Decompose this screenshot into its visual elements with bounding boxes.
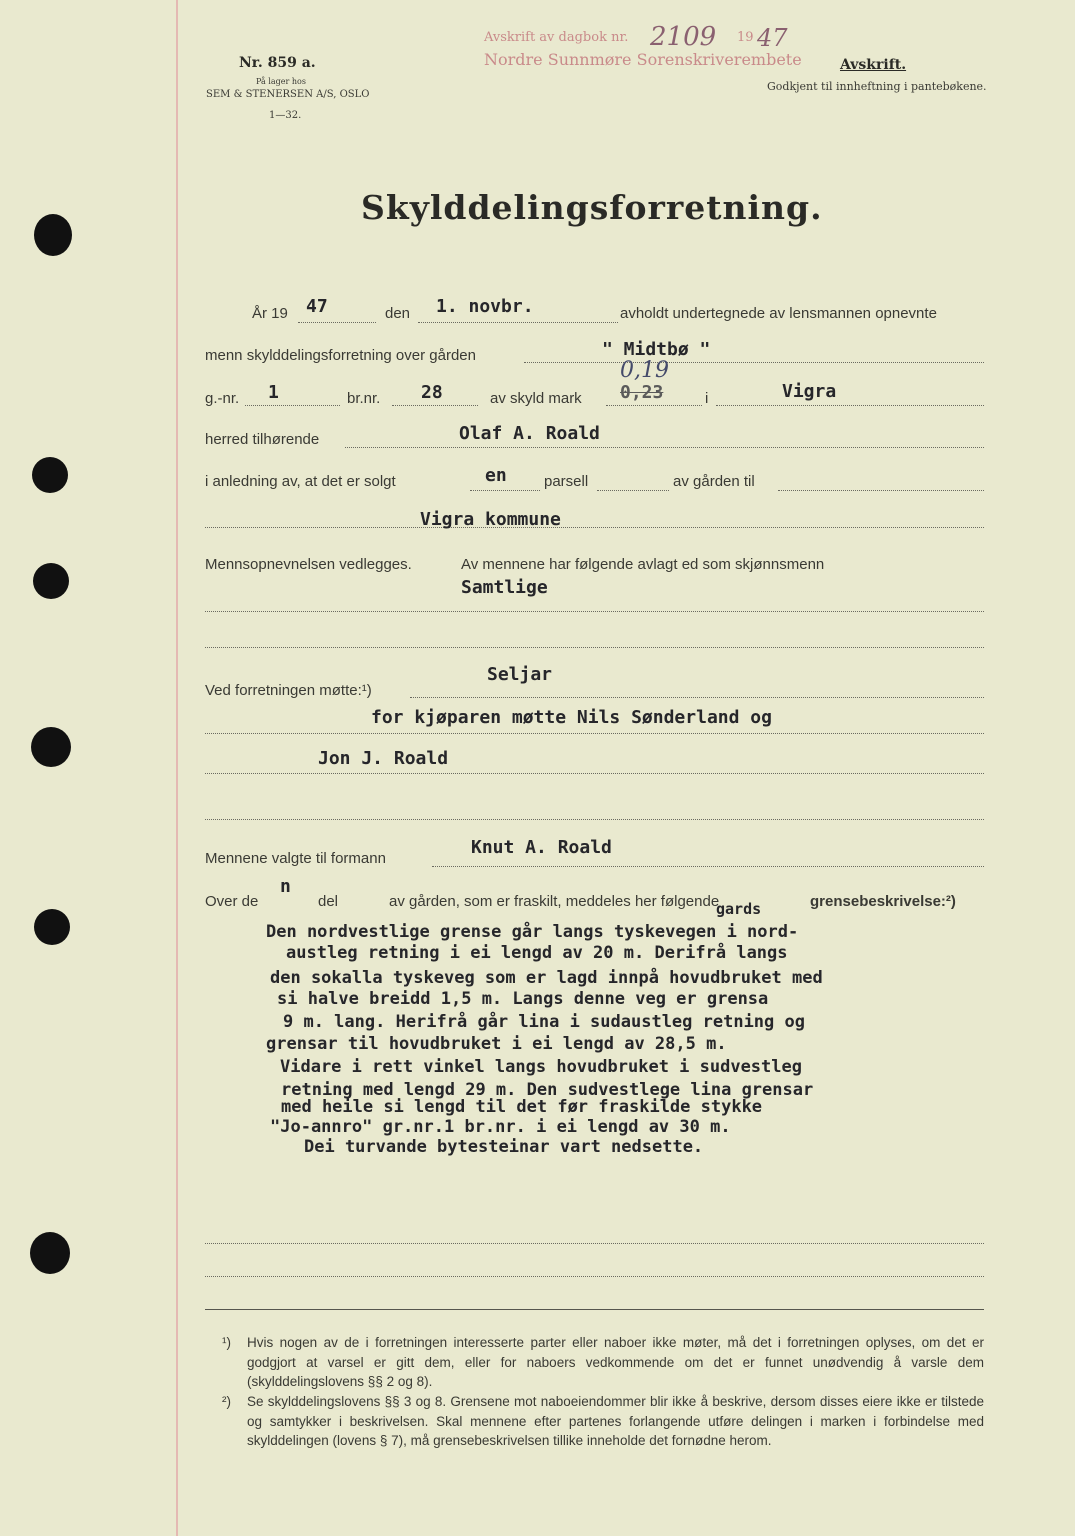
approval-text: Godkjent til innheftning i pantebøkene.	[767, 80, 987, 93]
page-title: Skylddelingsforretning.	[361, 188, 823, 227]
mennsop-label: Mennsopnevnelsen vedlegges.	[205, 556, 412, 573]
date-underline	[418, 322, 618, 323]
description-line: med heile si lengd til det før fraskilde stykke	[281, 1097, 763, 1117]
stamp-year: 47	[757, 24, 788, 52]
footnote-2-text: Se skylddelingslovens §§ 3 og 8. Grensene mot naboeiendommer blir ikke å beskrive, dersom disses eiere ikke er tilstede og samtykker i beskrivelsen. Skal mennene efter partenes forlangende utføre delingen i marken i forbindelse med skylddelingen (lovens § 7), må grensebeskrivelsen tillike inneholde det fornødne herom.	[247, 1394, 984, 1448]
gnr-value: 1	[268, 382, 279, 403]
punch-hole	[33, 563, 69, 599]
skjonnsmenn-underline-2	[205, 647, 984, 648]
bnr-label: br.nr.	[347, 390, 381, 407]
punch-hole	[34, 214, 72, 256]
publisher-line-1: På lager hos	[256, 77, 306, 86]
mote-underline-4	[205, 819, 984, 820]
stamp-line-1: Avskrift av dagbok nr.	[484, 30, 629, 45]
parsell-underline	[597, 490, 669, 491]
publisher-line-2: SEM & STENERSEN A/S, OSLO	[206, 89, 370, 100]
dagbok-number: 2109	[650, 22, 717, 52]
seller-value: Seljar	[487, 664, 553, 685]
herred-label: herred tilhørende	[205, 431, 320, 448]
footnote-2-mark: ²)	[222, 1394, 231, 1409]
municipality-value: Vigra	[782, 381, 837, 402]
avskrift-label: Avskrift.	[840, 57, 907, 73]
description-line: Den nordvestlige grense går langs tyskevegen i nord-	[266, 922, 799, 942]
i-label: i	[705, 390, 709, 407]
skyld-underline	[606, 405, 702, 406]
bnr-value: 28	[421, 382, 443, 403]
mote-underline-1	[410, 697, 984, 698]
over-de-suffix: n	[280, 876, 291, 897]
description-line: "Jo-annro" gr.nr.1 br.nr. i ei lengd av 30 m.	[270, 1117, 731, 1137]
footnote-1-text: Hvis nogen av de i forretningen interesserte parter eller naboer ikke møter, må det i forretningen oplyses, om det er godgjort at varsel er gitt dem, eller for naboers vedkommende om det er funnet unødvendig å varsle dem (skylddelingslovens §§ 2 og 8).	[247, 1335, 984, 1389]
formann-underline	[432, 866, 984, 867]
date-value: 1. novbr.	[436, 296, 534, 317]
owner-underline	[345, 447, 984, 448]
footnote-separator	[205, 1309, 984, 1310]
description-line: retning med lengd 29 m. Den sudvestlege lina grensar	[281, 1080, 814, 1100]
description-line: Dei turvande bytesteinar vart nedsette.	[304, 1137, 704, 1157]
year-value: 47	[306, 296, 328, 317]
skyld-new-value: 0,19	[620, 358, 669, 383]
formann-label: Mennene valgte til formann	[205, 850, 386, 867]
bnr-underline	[392, 405, 478, 406]
punch-hole	[31, 727, 71, 767]
av-garden-label: av gården til	[673, 473, 755, 490]
description-line: den sokalla tyskeveg som er lagd innpå hovudbruket med	[270, 968, 823, 988]
mote-underline-3	[205, 773, 984, 774]
mote-underline-2	[205, 733, 984, 734]
mote-label: Ved forretningen møtte:¹)	[205, 682, 372, 699]
gnr-underline	[245, 405, 340, 406]
description-line: grensar til hovudbruket i ei lengd av 28,5 m.	[266, 1034, 727, 1054]
mote-line-2: Jon J. Roald	[318, 748, 449, 769]
inserted-word: gards	[716, 900, 762, 918]
mote-line-1: for kjøparen møtte Nils Sønderland og	[371, 707, 772, 728]
del-label: del	[318, 893, 339, 910]
sold-count: en	[485, 465, 507, 486]
farm-underline	[524, 362, 984, 363]
description-line: Vidare i rett vinkel langs hovudbruket i sudvestleg	[280, 1057, 802, 1077]
owner-value: Olaf A. Roald	[459, 423, 600, 444]
garden-til-underline	[778, 490, 984, 491]
den-label: den	[385, 305, 411, 322]
av-garden-fraskilt: av gården, som er fraskilt, meddeles her følgende	[389, 893, 720, 910]
skjonnsmenn-value: Samtlige	[461, 577, 548, 598]
formann-value: Knut A. Roald	[471, 837, 612, 858]
over-de-label: Over de	[205, 893, 259, 910]
grense-label: grensebeskrivelse:²)	[810, 893, 956, 910]
print-code: 1—32.	[269, 110, 302, 121]
description-line: austleg retning i ei lengd av 20 m. Derifrå langs	[286, 943, 788, 963]
skyld-old-value: 0,23	[620, 382, 664, 403]
farm-name: " Midtbø "	[602, 339, 711, 360]
description-underline	[205, 1243, 984, 1244]
punch-hole	[34, 909, 70, 945]
skyld-label: av skyld mark	[490, 390, 582, 407]
avmennene-label: Av mennene har følgende avlagt ed som skjønnsmenn	[461, 556, 825, 573]
municipality-underline	[716, 405, 984, 406]
footnote-1-mark: ¹)	[222, 1335, 231, 1350]
gnr-label: g.-nr.	[205, 390, 240, 407]
punch-hole	[32, 457, 68, 493]
buyer-underline	[205, 527, 984, 528]
anledning-label: i anledning av, at det er solgt	[205, 473, 396, 490]
margin-rule	[176, 0, 178, 1536]
line2-label: menn skylddelingsforretning over gården	[205, 347, 476, 364]
skjonnsmenn-underline-1	[205, 611, 984, 612]
description-underline	[205, 1276, 984, 1277]
description-line: 9 m. lang. Herifrå går lina i sudaustleg retning og	[283, 1012, 805, 1032]
form-number: Nr. 859 a.	[239, 55, 316, 71]
stamp-line-2: Nordre Sunnmøre Sorenskriverembete	[484, 50, 802, 69]
parsell-label: parsell	[544, 473, 589, 490]
year-underline	[298, 322, 376, 323]
stamp-year-prefix: 19	[737, 30, 754, 45]
punch-hole	[30, 1232, 70, 1274]
description-line: si halve breidd 1,5 m. Langs denne veg er grensa	[277, 989, 769, 1009]
line1-tail: avholdt undertegnede av lensmannen opnevnte	[620, 305, 937, 322]
sold-underline	[470, 490, 540, 491]
year-label: År 19	[252, 305, 288, 322]
buyer-value: Vigra kommune	[420, 509, 561, 530]
